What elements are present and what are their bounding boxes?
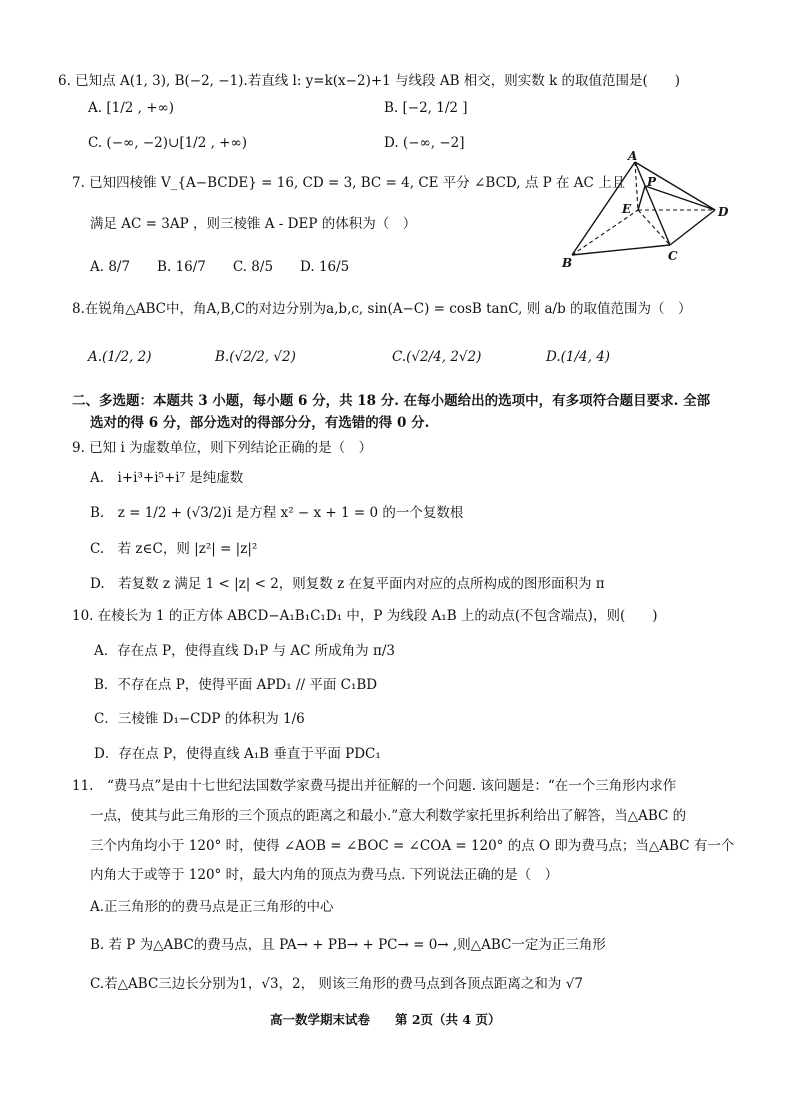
label-C: C: [668, 249, 678, 263]
q11-option-c: C.若△ABC三边长分别为1，√3，2， 则该三角形的费马点到各顶点距离之和为 √7: [90, 976, 583, 992]
q6-option-c: C. (−∞, −2)∪[1/2 , +∞): [88, 135, 248, 151]
q11-line4: 内角大于或等于 120° 时，最大内角的顶点为费马点. 下列说法正确的是（ ）: [90, 867, 559, 883]
label-B: B: [562, 256, 573, 270]
q9-option-c: C. 若 z∈C，则 |z²| = |z|²: [90, 541, 258, 557]
label-P: P: [647, 175, 657, 189]
q10-option-b: B．不存在点 P，使得平面 APD₁ // 平面 C₁BD: [94, 677, 378, 693]
q10-option-d: D．存在点 P，使得直线 A₁B 垂直于平面 PDC₁: [94, 746, 381, 762]
q8-option-d: D.(1/4, 4): [546, 349, 611, 365]
q9-stem: 9. 已知 i 为虚数单位，则下列结论正确的是（ ）: [72, 440, 373, 456]
q6-option-d: D. (−∞, −2]: [384, 135, 465, 151]
q11-option-a: A.正三角形的的费马点是正三角形的中心: [90, 899, 334, 915]
q11-line3: 三个内角均小于 120° 时，使得 ∠AOB = ∠BOC = ∠COA = 120° 的点 O 即为费马点；当△ABC 有一个: [90, 838, 735, 854]
q6-stem: 6. 已知点 A(1, 3), B(−2, −1).若直线 l: y=k(x−2)+1 与线段 AB 相交，则实数 k 的取值范围是( ): [58, 73, 681, 89]
q9-option-a: A. i+i³+i⁵+i⁷ 是纯虚数: [90, 470, 244, 486]
q11-line2: 一点，使其与此三角形的三个顶点的距离之和最小.”意大利数学家托里拆利给出了解答，当△ABC 的: [90, 808, 687, 824]
page-footer: 高一数学期末试卷 第 2页（共 4 页）: [270, 1012, 501, 1027]
q7-stem-line1: 7. 已知四棱锥 V_{A−BCDE} = 16, CD = 3, BC = 4, CE 平分 ∠BCD, 点 P 在 AC 上且: [72, 175, 626, 191]
label-D: D: [718, 205, 729, 219]
q8-option-b: B.(√2/2, √2): [215, 349, 296, 365]
q10-option-a: A．存在点 P，使得直线 D₁P 与 AC 所成角为 π/3: [94, 643, 395, 659]
q6-option-b: B. [−2, 1/2 ]: [384, 100, 468, 116]
section2-heading-line2: 选对的得 6 分，部分选对的得部分分，有选错的得 0 分.: [90, 415, 430, 431]
q8-option-a: A.(1/2, 2): [88, 349, 152, 365]
q8-option-c: C.(√2/4, 2√2): [392, 349, 482, 365]
q8-stem: 8.在锐角△ABC中，角A,B,C的对边分别为a,b,c, sin(A−C) = cosB tanC, 则 a/b 的取值范围为（ ）: [72, 301, 692, 317]
q6-option-a: A. [1/2 , +∞): [88, 100, 175, 116]
label-A: A: [628, 150, 638, 163]
q7-stem-line2: 满足 AC = 3AP ，则三棱锥 A - DEP 的体积为（ ）: [90, 216, 417, 232]
q9-option-d: D. 若复数 z 满足 1 < |z| < 2，则复数 z 在复平面内对应的点所构成的图形面积为 π: [90, 576, 605, 592]
q10-stem: 10. 在棱长为 1 的正方体 ABCD−A₁B₁C₁D₁ 中，P 为线段 A₁B 上的动点(不包含端点)，则( ): [72, 608, 658, 624]
pyramid-diagram: [558, 150, 748, 275]
section2-heading-line1: 二、多选题：本题共 3 小题，每小题 6 分，共 18 分. 在每小题给出的选项中，有多项符合题目要求. 全部: [72, 393, 711, 409]
pyramid-figure: [558, 150, 748, 279]
q11-line1: 11. “费马点”是由十七世纪法国数学家费马提出并征解的一个问题. 该问题是：“在一个三角形内求作: [72, 778, 677, 794]
q7-options: A. 8/7 B. 16/7 C. 8/5 D. 16/5: [90, 259, 350, 275]
q9-option-b: B. z = 1/2 + (√3/2)i 是方程 x² − x + 1 = 0 的一个复数根: [90, 505, 464, 521]
q11-option-b: B. 若 P 为△ABC的费马点，且 PA→ + PB→ + PC→ = 0→ ,则△ABC一定为正三角形: [90, 937, 606, 953]
q10-option-c: C．三棱锥 D₁−CDP 的体积为 1/6: [94, 711, 305, 727]
label-E: E: [622, 202, 632, 216]
